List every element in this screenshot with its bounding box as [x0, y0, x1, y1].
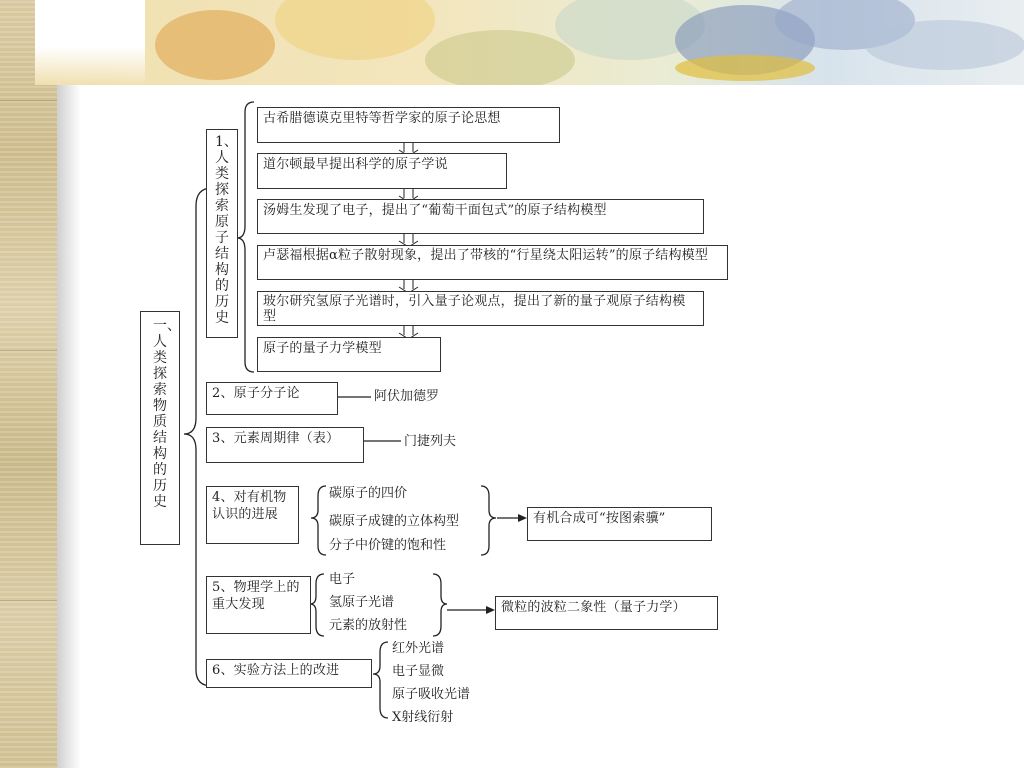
main-title: 一、人类探索物质结构的历史 — [153, 318, 181, 510]
organic-item-2: 碳原子成键的立体构型 — [329, 514, 460, 529]
history-brace — [237, 102, 254, 372]
history-title-box — [206, 129, 238, 338]
experimental-methods-box: 6、实验方法上的改进 — [206, 659, 372, 688]
periodic-law-box: 3、元素周期律（表） — [206, 427, 364, 463]
organic-progress-box: 4、对有机物认识的进展 — [206, 486, 299, 544]
organic-left-brace — [311, 486, 326, 555]
method-item-4: X射线衍射 — [392, 710, 454, 725]
history-step-5: 玻尔研究氢原子光谱时，引入量子论观点，提出了新的量子观原子结构模型 — [257, 291, 704, 326]
physics-left-brace — [310, 574, 324, 636]
organic-right-brace — [481, 486, 496, 555]
method-item-2: 电子显微 — [392, 664, 445, 679]
main-title-box — [140, 311, 180, 545]
physics-item-1: 电子 — [329, 572, 356, 587]
organic-item-3: 分子中价键的饱和性 — [329, 538, 447, 553]
method-item-3: 原子吸收光谱 — [392, 687, 471, 702]
physics-right-brace — [433, 574, 447, 636]
molecular-theory-box: 2、原子分子论 — [206, 382, 338, 415]
history-step-3: 汤姆生发现了电子，提出了“葡萄干面包式”的原子结构模型 — [257, 199, 704, 234]
avogadro-label: 阿伏加德罗 — [374, 389, 440, 404]
organic-result-box: 有机合成可“按图索骥” — [527, 507, 712, 541]
physics-item-3: 元素的放射性 — [329, 618, 408, 633]
methods-brace — [373, 642, 388, 718]
physics-result-box: 微粒的波粒二象性（量子力学） — [495, 596, 718, 630]
physics-discovery-box: 5、物理学上的重大发现 — [206, 576, 311, 634]
history-step-1: 古希腊德谟克里特等哲学家的原子论思想 — [257, 107, 560, 143]
history-step-6: 原子的量子力学模型 — [257, 337, 441, 372]
physics-item-2: 氢原子光谱 — [329, 595, 395, 610]
method-item-1: 红外光谱 — [392, 641, 445, 656]
history-step-2: 道尔顿最早提出科学的原子学说 — [257, 153, 507, 189]
history-step-4: 卢瑟福根据α粒子散射现象，提出了带核的“行星绕太阳运转”的原子结构模型 — [257, 245, 728, 280]
organic-item-1: 碳原子的四价 — [329, 486, 408, 501]
mendeleev-label: 门捷列夫 — [404, 434, 457, 449]
history-title: 1、人类探索原子结构的历史 — [215, 134, 238, 326]
